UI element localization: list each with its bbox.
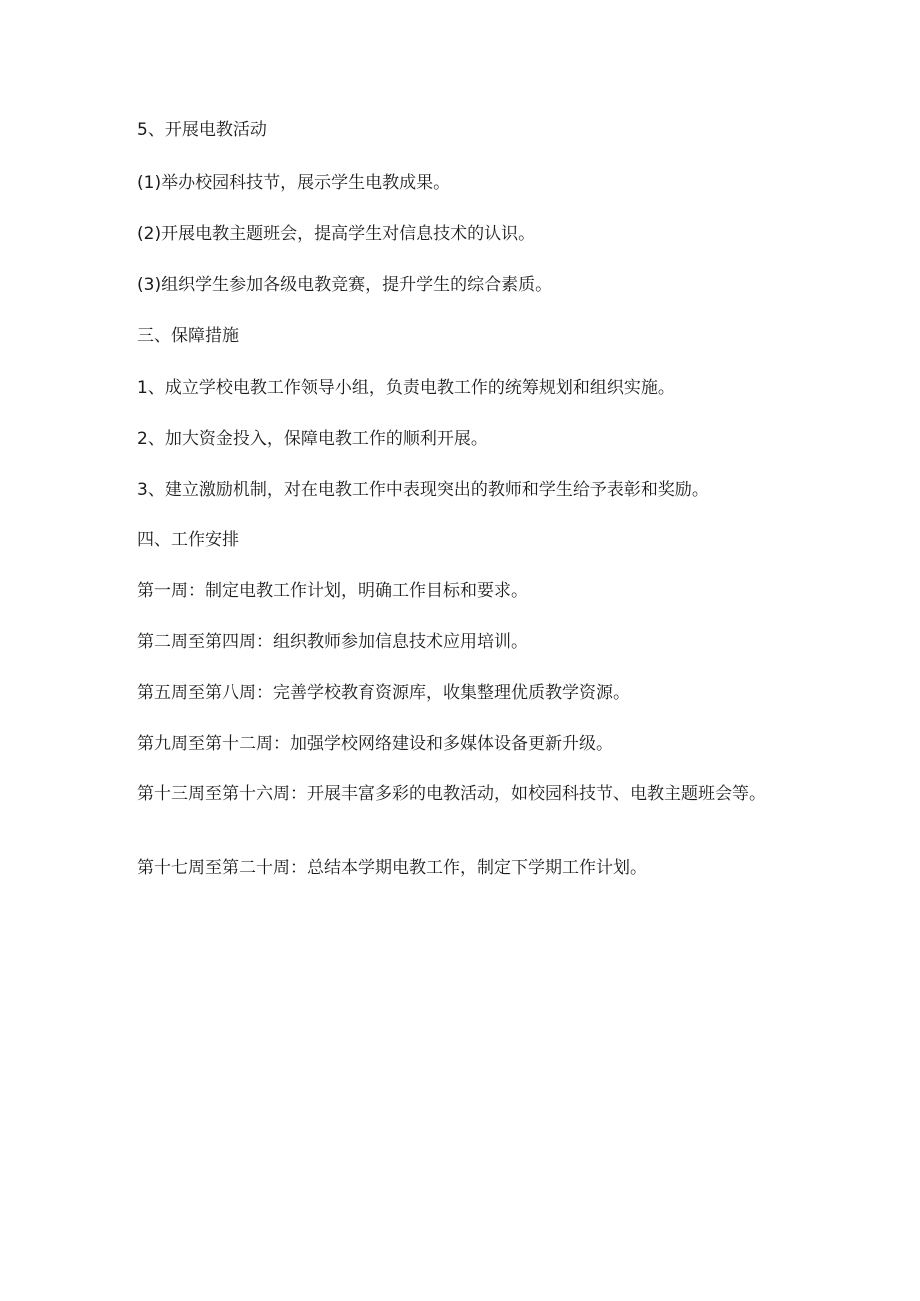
- section-heading-activities: 5、开展电教活动: [137, 120, 267, 140]
- section-heading-schedule: 四、工作安排: [137, 530, 239, 550]
- paragraph-schedule-week-5-8: 第五周至第八周：完善学校教育资源库，收集整理优质教学资源。: [137, 683, 630, 703]
- paragraph-activity-2: (2)开展电教主题班会，提高学生对信息技术的认识。: [137, 224, 536, 244]
- paragraph-safeguard-1: 1、成立学校电教工作领导小组，负责电教工作的统筹规划和组织实施。: [137, 378, 675, 398]
- paragraph-schedule-week-13-16: 第十三周至第十六周：开展丰富多彩的电教活动，如校园科技节、电教主题班会等。: [137, 784, 766, 804]
- paragraph-activity-3: (3)组织学生参加各级电教竞赛，提升学生的综合素质。: [137, 275, 553, 295]
- paragraph-activity-1: (1)举办校园科技节，展示学生电教成果。: [137, 173, 451, 193]
- paragraph-schedule-week-1: 第一周：制定电教工作计划，明确工作目标和要求。: [137, 581, 528, 601]
- paragraph-safeguard-2: 2、加大资金投入，保障电教工作的顺利开展。: [137, 429, 488, 449]
- paragraph-schedule-week-9-12: 第九周至第十二周：加强学校网络建设和多媒体设备更新升级。: [137, 734, 613, 754]
- section-heading-safeguards: 三、保障措施: [137, 326, 239, 346]
- paragraph-schedule-week-17-20: 第十七周至第二十周：总结本学期电教工作，制定下学期工作计划。: [137, 858, 647, 878]
- paragraph-schedule-week-2-4: 第二周至第四周：组织教师参加信息技术应用培训。: [137, 632, 528, 652]
- paragraph-safeguard-3: 3、建立激励机制，对在电教工作中表现突出的教师和学生给予表彰和奖励。: [137, 480, 709, 500]
